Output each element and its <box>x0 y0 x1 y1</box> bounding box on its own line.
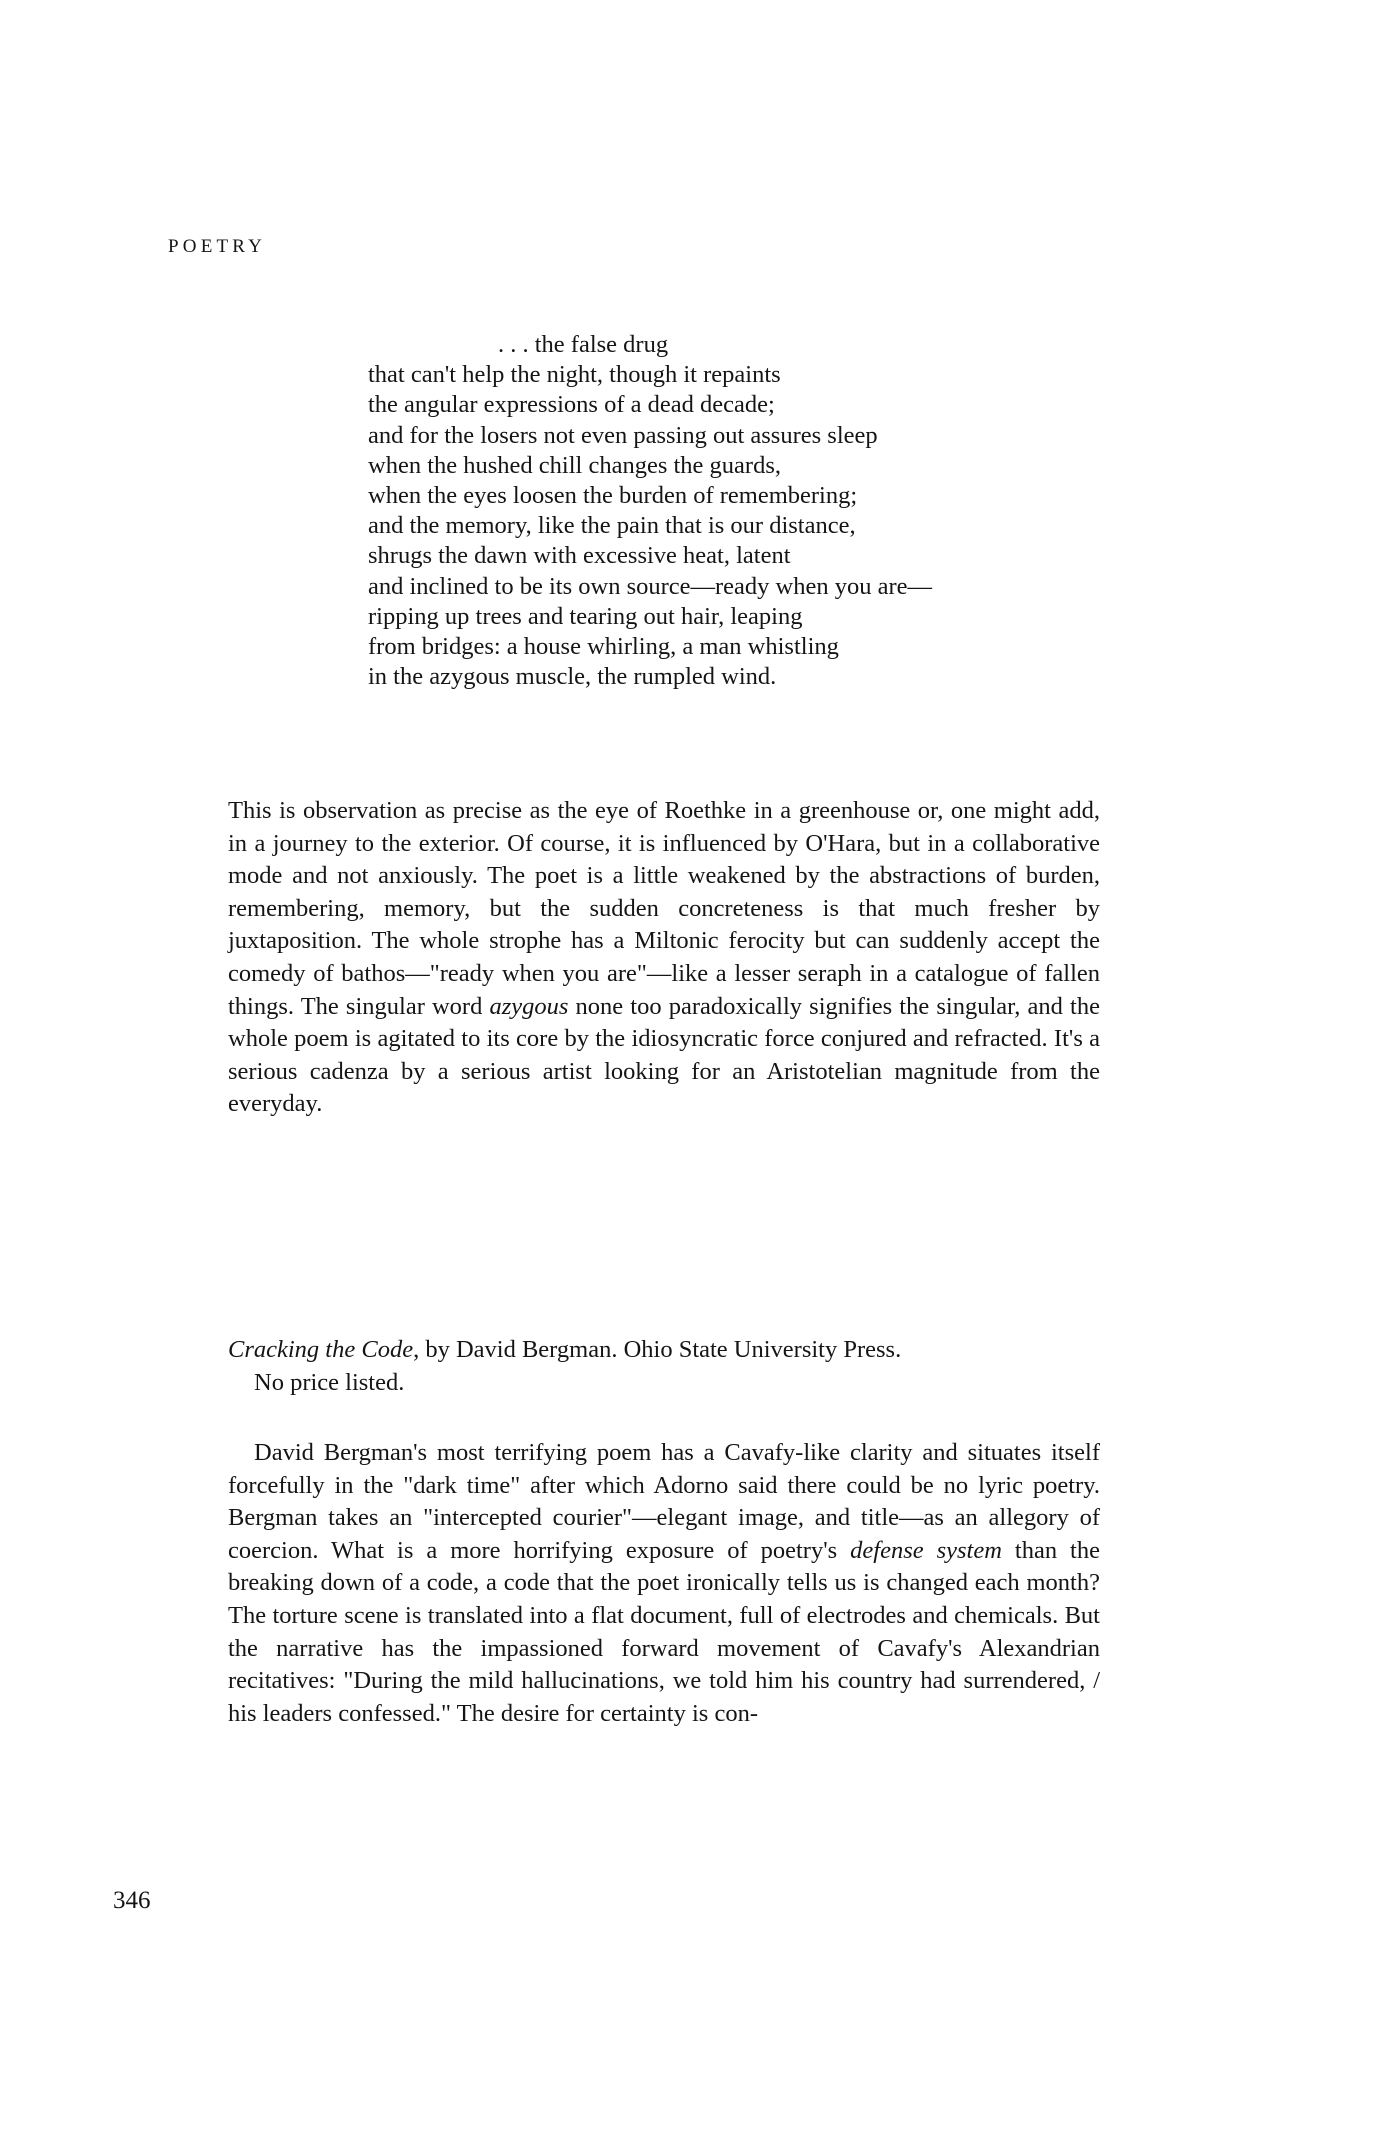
book-citation <box>228 1333 1100 1399</box>
poem-line: the angular expressions of a dead decade; <box>368 391 775 419</box>
paragraph-two-text-b: than the breaking down of a code, a code that the poet ironically tells us is changed each month? The torture scene is translated into a flat document, full of electrodes and chemicals. But the narrative has the impassioned forward movement of Cavafy's Alexandrian recitatives: "During the mild hallucinations, we told him his country had surrendered, / his leaders confessed." The desire for certainty is con- <box>228 1536 1100 1727</box>
citation-title: Cracking the Code <box>228 1336 414 1363</box>
paragraph-one-text-a: This is observation as precise as the eye of Roethke in a greenhouse or, one might add, in a journey to the exterior. Of course, it is influenced by O'Hara, but in a collaborative mode and not anxiously. The poet is a little weakened by the abstractions of burden, remembering, memory, but the sudden concreteness is that much fresher by juxtaposition. The whole strophe has a Miltonic ferocity but can suddenly accept the comedy of bathos—"ready when you are"—like a lesser seraph in a catalogue of fallen things. The singular word <box>228 797 1100 1020</box>
citation-price: No price listed. <box>254 1369 405 1396</box>
poem-line: from bridges: a house whirling, a man whistling <box>368 633 839 661</box>
poem-line: in the azygous muscle, the rumpled wind. <box>368 663 777 691</box>
citation-publisher: , by David Bergman. Ohio State University Press. <box>413 1336 902 1363</box>
poem-line: and the memory, like the pain that is our distance, <box>368 512 856 540</box>
running-head: POETRY <box>168 236 267 257</box>
poem-line: when the eyes loosen the burden of remembering; <box>368 482 858 510</box>
paragraph-two-italic-term: defense system <box>850 1536 1002 1564</box>
poem-line: when the hushed chill changes the guards, <box>368 451 781 479</box>
poem-line: and inclined to be its own source—ready when you are— <box>368 572 933 600</box>
review-paragraph-two <box>228 1437 1100 1730</box>
poem-line: and for the losers not even passing out assures sleep <box>368 421 878 449</box>
poem-extract <box>368 330 1128 692</box>
paragraph-one-text-b: none too paradoxically signifies the singular, and the whole poem is agitated to its core by the idiosyncratic force conjured and refracted. It's a serious cadenza by a serious artist looking for an Aristotelian magnitude from the everyday. <box>228 992 1100 1118</box>
paragraph-two-text-a: David Bergman's most terrifying poem has a Cavafy-like clarity and situates itself forcefully in the "dark time" after which Adorno said there could be no lyric poetry. Bergman takes an "intercepted courier"—elegant image, and title—as an allegory of coercion. What is a more horrifying exposure of poetry's <box>228 1439 1100 1564</box>
page-number: 346 <box>113 1887 151 1914</box>
poem-line: ripping up trees and tearing out hair, leaping <box>368 602 803 630</box>
paragraph-one-italic-term: azygous <box>489 992 569 1020</box>
poem-line: shrugs the dawn with excessive heat, latent <box>368 542 791 570</box>
poem-line: . . . the false drug <box>498 331 669 358</box>
review-paragraph-one <box>228 795 1100 1121</box>
poem-line: that can't help the night, though it repaints <box>368 361 781 389</box>
